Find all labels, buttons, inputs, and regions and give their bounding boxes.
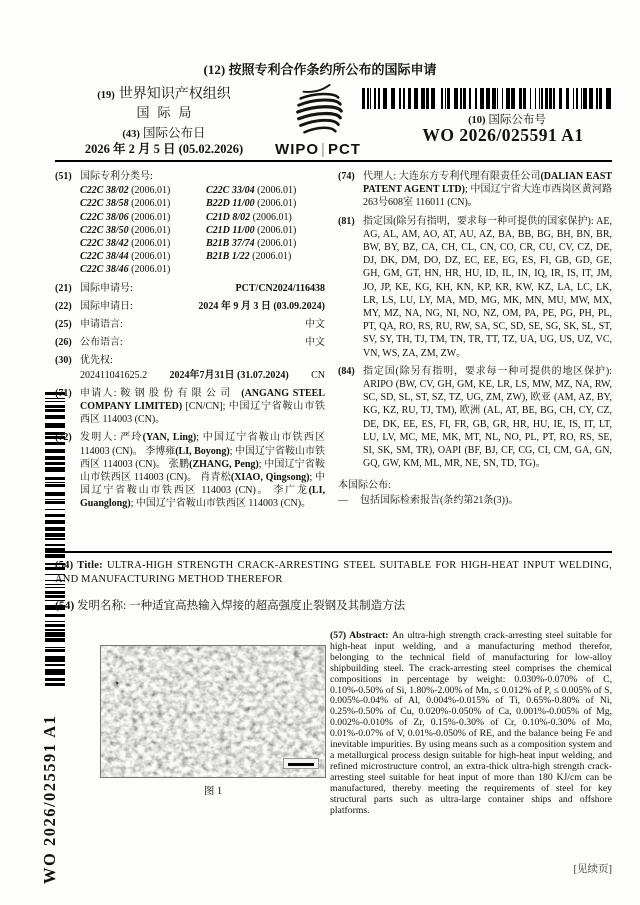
field-number-51: (51) [55,171,72,182]
priority-number: 202411041625.2 [80,369,148,381]
ipc-code: C21D 8/02 (2006.01) [206,211,292,223]
publication-language-label: 公布语言: [80,337,123,349]
publication-note-text: 包括国际检索报告(条约第21条(3))。 [360,494,519,506]
filing-language-field [55,318,325,331]
dash-bullet: — [338,494,348,506]
ipc-code: C21D 11/00 (2006.01) [206,224,297,236]
micrograph-figure [100,645,326,778]
priority-field [55,354,325,381]
ipc-code: C22C 38/44 (2006.01) [80,251,171,263]
priority-data-row [80,369,325,382]
field-number-10: (10) [468,115,486,126]
applicant-field [55,387,325,427]
field-number-22: (22) [55,300,72,312]
designated-states-text: 指定国(除另有指明，要求每一种可提供的国家保护): AE, AG, AL, AM, AO, AT, AU, AZ, BA, BB, BG, BH, BN, BR, BW, BY, BZ, CA, CH, CL, CN, CO, CR, CU, CV, CZ, DE, DJ, DK, DM, DO, DZ, EC, EE, EG, ES, FI, GB, GD, GE, GH, GM, GT, HN, HR, HU, ID, IL, IN, IQ, IR, IS, IT, JM, JO, JP, KE, KG, KH, KN, KP, KR, KW, KZ, LA, LC, LK, LR, LS, LU, LY, MA, MD, MG, MK, MN, MU, MW, MX, MY, MZ, NA, NG, NI, NO, NZ, OM, PA, PE, PG, PH, PL, PT, QA, RO, RS, RU, RW, SA, SC, SD, SE, SG, SK, SL, ST, SV, SY, TH, TJ, TM, TN, TR, TT, TZ, UA, UG, US, UZ, VC, VN, WS, ZA, ZM, ZW。 [363,215,612,359]
wipo-pct-wordmark [256,141,380,158]
ipc-code: C22C 38/02 (2006.01) [80,185,171,197]
field-number-19: (19) [97,90,115,101]
wipo-logo-icon [289,82,347,140]
right-column [338,170,612,548]
publication-note [338,479,612,506]
publication-number-label: 国际公布号 [488,114,546,126]
publication-note-item [338,494,612,507]
sidebar-publication-number: WO 2026/025591 A1 [40,714,59,884]
filing-date-value: 2024 年 9 月 3 日 (03.09.2024) [198,300,325,312]
priority-date: 2024年7月31日 (31.07.2024) [169,369,289,381]
filing-date-field [55,300,325,313]
publication-date: 2026 年 2 月 5 日 (05.02.2026) [84,142,244,157]
agent-text: 代理人: 大连东方专利代理有限责任公司(DALIAN EAST PATENT AGENT LTD); 中国辽宁省大连市西岗区黄河路263号608室 116011 (CN)。 [363,171,612,209]
ipc-code: B21B 1/22 (2006.01) [206,251,292,263]
org-name: 世界知识产权组织 [118,87,231,102]
ipc-code: B22D 11/00 (2006.01) [206,198,297,210]
invention-title-en: (54) Title: ULTRA-HIGH STRENGTH CRACK-ARRESTING STEEL SUITABLE FOR HIGH-HEAT INPUT WELDING, AND MANUFACTURING METHOD THEREFOR [55,560,612,585]
continuation-note: [见续页] [573,864,612,875]
ipc-column-2 [206,184,325,276]
header-barcode-icon [362,88,612,109]
priority-country: CN [311,369,325,381]
inventors-field [55,431,325,510]
field-number-72: (72) [55,432,72,444]
publication-language-field [55,336,325,349]
application-number-value: PCT/CN2024/116438 [235,282,325,294]
field-number-71: (71) [55,387,72,399]
publication-note-title: 本国际公布: [338,480,391,492]
agent-field [338,170,612,210]
regional-protection-field [338,365,612,471]
abstract-text: (57) Abstract: An ultra-high strength crack-arresting steel suitable for high-heat input welding, and a manufacturing method therefor, belonging to the technical field of manufacturing for low-alloy shipbuilding steel. The crack-arresting steel comprises the chemical compositions in percentage by weight: 0.030%-0.070% of C, 0.10%-0.50% of Si, 1.80%-2.00% of Mn, ≤ 0.012% of P, ≤ 0.005% of S, 0.005%-0.04% of Al, 0.004%-0.015% of Ti, 0.65%-0.80% of Ni, 0.25%-0.50% of Cu, 0.020%-0.050% of Ca, 0.001%-0.005% of Mg, 0.002%-0.010% of Zr, 0.15%-0.30% of Cr, 0.10%-0.30% of Mo, 0.01%-0.07% of V, 0.01%-0.050% of RE, and the balance being Fe and inevitable impurities. By using means such as a composition system and a metallurgical process design suitable for high-heat input welding, and refined microstructure control, an extra-thick ultra-high strength crack-arresting steel suitable for heat input of more than 180 KJ/cm can be manufactured, thereby meeting the requirements of steel for key structural parts such as ultra-large container ships and offshore platforms. [330,630,612,816]
field-number-43: (43) [122,128,140,140]
invention-title-cn: (54) 发明名称: 一种适宜高热输入焊接的超高强度止裂钢及其制造方法 [55,600,406,612]
applicant-text: 申请人: 鞍钢股份有限公司 (ANGANG STEEL COMPANY LIMITED) [CN/CN]; 中国辽宁省鞍山市铁西区 114003 (CN)。 [80,387,326,426]
publication-date-label: 国际公布日 [143,125,206,140]
ipc-code: C22C 38/42 (2006.01) [80,238,171,250]
field-number-84: (84) [338,365,355,377]
wordmark-separator: | [321,141,326,158]
wipo-org-block [60,84,268,158]
title-section-divider [55,551,612,553]
ipc-label: 国际专利分类号: [80,171,153,182]
ipc-code: B21B 37/74 (2006.01) [206,238,297,250]
field-number-30: (30) [55,355,72,367]
field-number-21: (21) [55,282,72,294]
application-number-label: 国际申请号: [80,282,133,294]
filing-language-value: 中文 [305,319,325,331]
application-number-field [55,282,325,295]
ipc-code: C22C 38/50 (2006.01) [80,224,171,236]
regional-protection-text: 指定国(除另有指明，要求每一种可提供的地区保护): ARIPO (BW, CV, GH, GM, KE, LR, LS, MW, MZ, NA, RW, SC, SD, SL, ST, SZ, TZ, UG, ZM, ZW), 欧亚 (AM, AZ, BY, KG, KZ, RU, TJ, TM), 欧洲 (AL, AT, BE, BG, CH, CY, CZ, DE, DK, EE, ES, FI, FR, GB, GR, HR, HU, IE, IS, IT, LT, LU, LV, MC, ME, MK, MT, NL, NO, PL, PT, RO, RS, SE, SI, SK, SM, TR), OAPI (BF, BJ, CF, CG, CI, CM, GA, GN, GQ, GW, KM, ML, MR, NE, SN, TD, TG)。 [363,365,612,470]
pct-publication-line: (12) 按照专利合作条约所公布的国际申请 [203,62,437,77]
ipc-code-columns [80,184,325,276]
priority-label: 优先权: [80,355,113,367]
bibliographic-columns [55,170,612,548]
ipc-field [55,170,325,277]
ipc-code: C22C 33/04 (2006.01) [206,185,297,197]
header-divider [55,160,612,162]
publication-date-label-line [60,125,268,142]
org-name-line [60,84,268,105]
field-number-74: (74) [338,171,355,182]
wordmark-pct: PCT [327,141,361,158]
wordmark-wipo: WIPO [275,141,320,158]
ipc-code: C22C 38/46 (2006.01) [80,264,171,276]
publication-number: WO 2026/025591 A1 [422,125,584,145]
ipc-code: C22C 38/58 (2006.01) [80,198,171,210]
filing-date-label: 国际申请日: [80,300,133,312]
ipc-column-1 [80,184,199,276]
scale-bar [283,758,319,769]
field-number-26: (26) [55,337,72,349]
field-number-25: (25) [55,319,72,331]
designated-states-field [338,215,612,360]
inventors-text: 发明人: 严玲(YAN, Ling); 中国辽宁省鞍山市铁西区 114003 (CN)。 李博雍(LI, Boyong); 中国辽宁省鞍山市铁西区 114003 (CN)。 张鹏(ZHANG, Peng); 中国辽宁省鞍山市铁西区 114003 (CN)。 肖青松(XIAO, Qingsong); 中国辽宁省鞍山市铁西区 114003 (CN)。 李广龙(LI, Guanglong); 中国辽宁省鞍山市铁西区 114003 (CN)。 [80,432,326,510]
field-number-81: (81) [338,215,355,227]
left-column [55,170,325,548]
figure-caption: 图 1 [203,786,223,797]
publication-language-value: 中文 [305,337,325,349]
filing-language-label: 申请语言: [80,319,123,331]
international-bureau: 国际局 [136,104,200,120]
ipc-code: C22C 38/06 (2006.01) [80,211,171,223]
